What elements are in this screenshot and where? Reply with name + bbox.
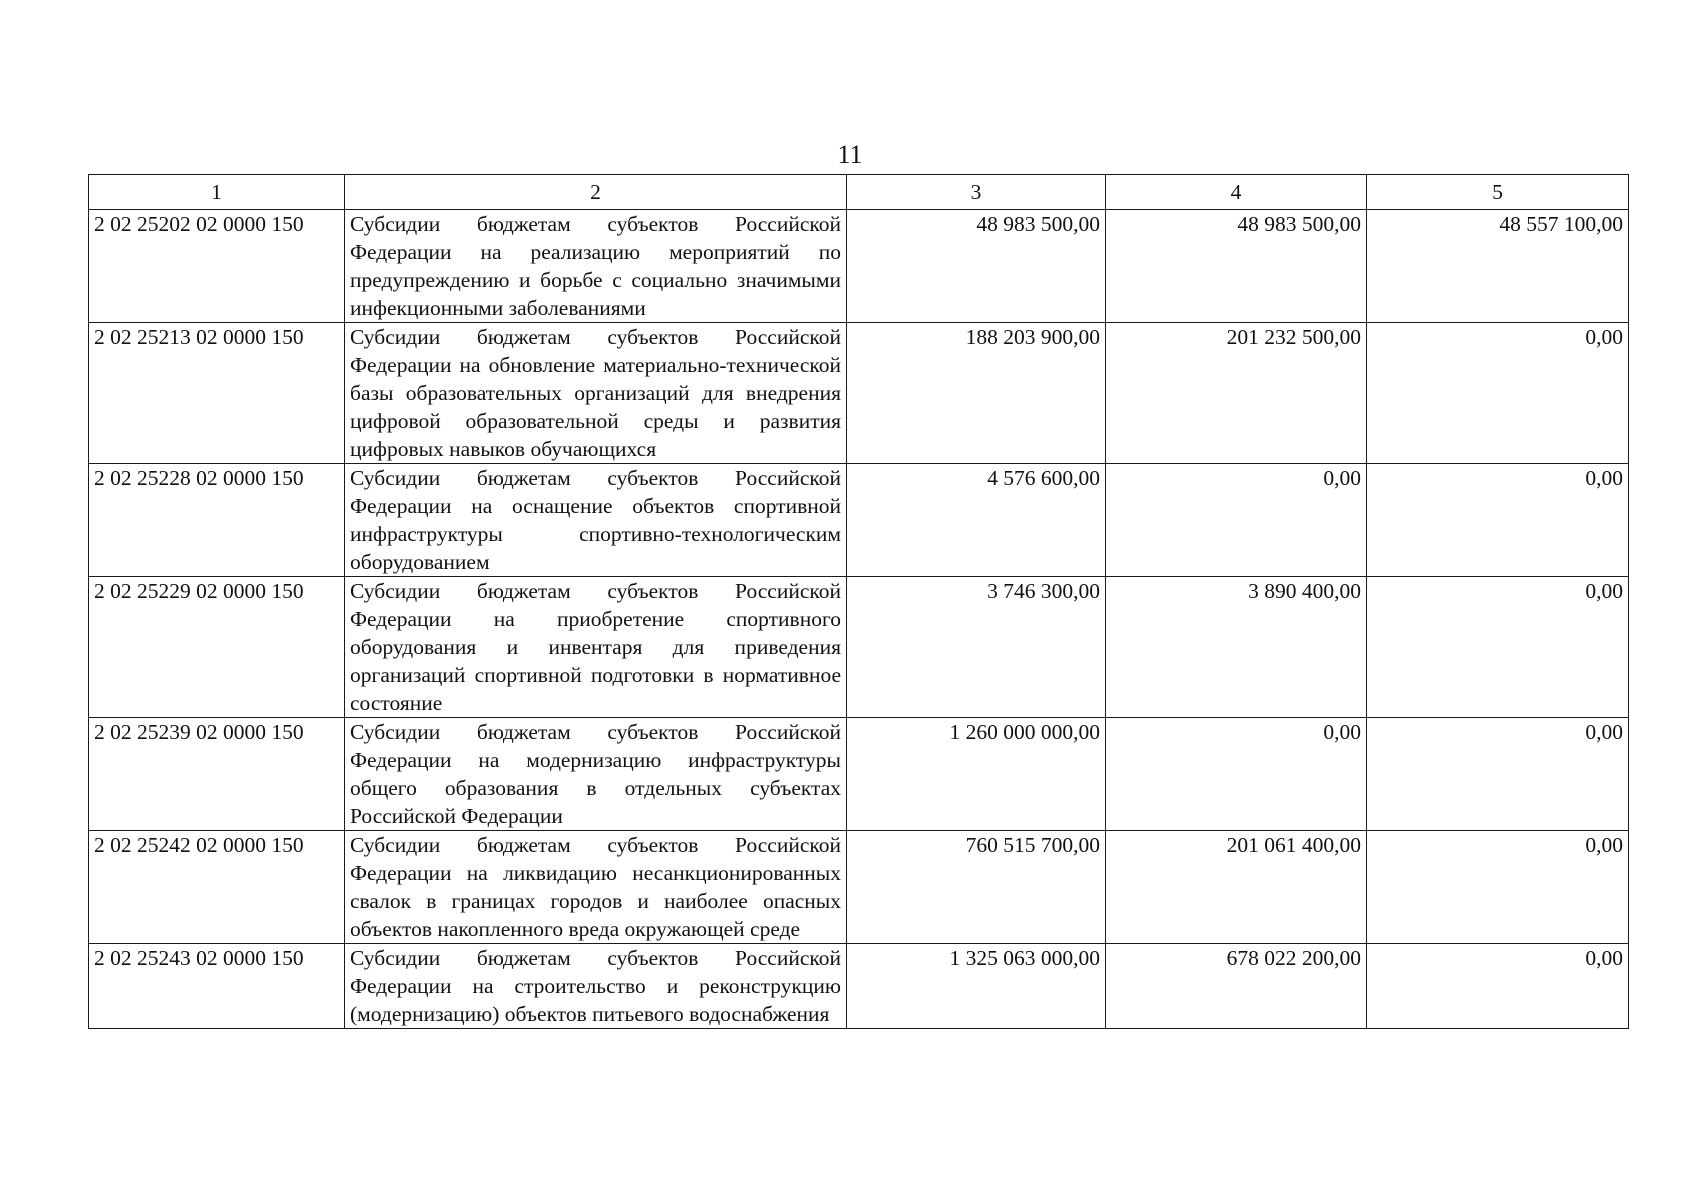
column-header-5: 5 — [1367, 175, 1629, 210]
budget-code-cell: 2 02 25213 02 0000 150 — [89, 323, 345, 464]
description-cell: Субсидии бюджетам субъектов Российской Федерации на модернизацию инфраструктуры общего образования в отдельных субъектах Российской Федерации — [345, 718, 847, 831]
amount-col4-cell: 0,00 — [1106, 464, 1367, 577]
amount-col4-cell: 201 061 400,00 — [1106, 831, 1367, 944]
amount-col5-cell: 0,00 — [1367, 464, 1629, 577]
amount-col3-cell: 4 576 600,00 — [847, 464, 1106, 577]
budget-table — [88, 174, 1629, 1029]
amount-col5-cell: 0,00 — [1367, 718, 1629, 831]
amount-col3-cell: 3 746 300,00 — [847, 577, 1106, 718]
table-row — [89, 210, 1629, 323]
budget-code-cell: 2 02 25229 02 0000 150 — [89, 577, 345, 718]
amount-col3-cell: 1 325 063 000,00 — [847, 944, 1106, 1029]
budget-code-cell: 2 02 25242 02 0000 150 — [89, 831, 345, 944]
amount-col4-cell: 48 983 500,00 — [1106, 210, 1367, 323]
table-row — [89, 944, 1629, 1029]
amount-col5-cell: 48 557 100,00 — [1367, 210, 1629, 323]
table-row — [89, 464, 1629, 577]
amount-col4-cell: 201 232 500,00 — [1106, 323, 1367, 464]
description-cell: Субсидии бюджетам субъектов Российской Федерации на реализацию мероприятий по предупреждению и борьбе с социально значимыми инфекционными заболеваниями — [345, 210, 847, 323]
description-cell: Субсидии бюджетам субъектов Российской Федерации на ликвидацию несанкционированных свалок в границах городов и наиболее опасных объектов накопленного вреда окружающей среде — [345, 831, 847, 944]
amount-col5-cell: 0,00 — [1367, 323, 1629, 464]
column-header-4: 4 — [1106, 175, 1367, 210]
amount-col4-cell: 678 022 200,00 — [1106, 944, 1367, 1029]
amount-col4-cell: 3 890 400,00 — [1106, 577, 1367, 718]
budget-code-cell: 2 02 25243 02 0000 150 — [89, 944, 345, 1029]
amount-col3-cell: 1 260 000 000,00 — [847, 718, 1106, 831]
amount-col5-cell: 0,00 — [1367, 577, 1629, 718]
budget-code-cell: 2 02 25202 02 0000 150 — [89, 210, 345, 323]
column-header-3: 3 — [847, 175, 1106, 210]
table-row — [89, 323, 1629, 464]
table-row — [89, 577, 1629, 718]
amount-col3-cell: 188 203 900,00 — [847, 323, 1106, 464]
column-header-1: 1 — [89, 175, 345, 210]
description-cell: Субсидии бюджетам субъектов Российской Федерации на строительство и реконструкцию (модернизацию) объектов питьевого водоснабжения — [345, 944, 847, 1029]
table-row — [89, 831, 1629, 944]
column-header-2: 2 — [345, 175, 847, 210]
description-cell: Субсидии бюджетам субъектов Российской Федерации на оснащение объектов спортивной инфраструктуры спортивно-технологическим оборудованием — [345, 464, 847, 577]
description-cell: Субсидии бюджетам субъектов Российской Федерации на обновление материально-технической базы образовательных организаций для внедрения цифровой образовательной среды и развития цифровых навыков обучающихся — [345, 323, 847, 464]
amount-col4-cell: 0,00 — [1106, 718, 1367, 831]
amount-col5-cell: 0,00 — [1367, 831, 1629, 944]
amount-col3-cell: 48 983 500,00 — [847, 210, 1106, 323]
budget-code-cell: 2 02 25239 02 0000 150 — [89, 718, 345, 831]
table-header-row — [89, 175, 1629, 210]
amount-col3-cell: 760 515 700,00 — [847, 831, 1106, 944]
page-number: 11 — [837, 140, 863, 169]
budget-code-cell: 2 02 25228 02 0000 150 — [89, 464, 345, 577]
amount-col5-cell: 0,00 — [1367, 944, 1629, 1029]
table-row — [89, 718, 1629, 831]
description-cell: Субсидии бюджетам субъектов Российской Федерации на приобретение спортивного оборудования и инвентаря для приведения организаций спортивной подготовки в нормативное состояние — [345, 577, 847, 718]
